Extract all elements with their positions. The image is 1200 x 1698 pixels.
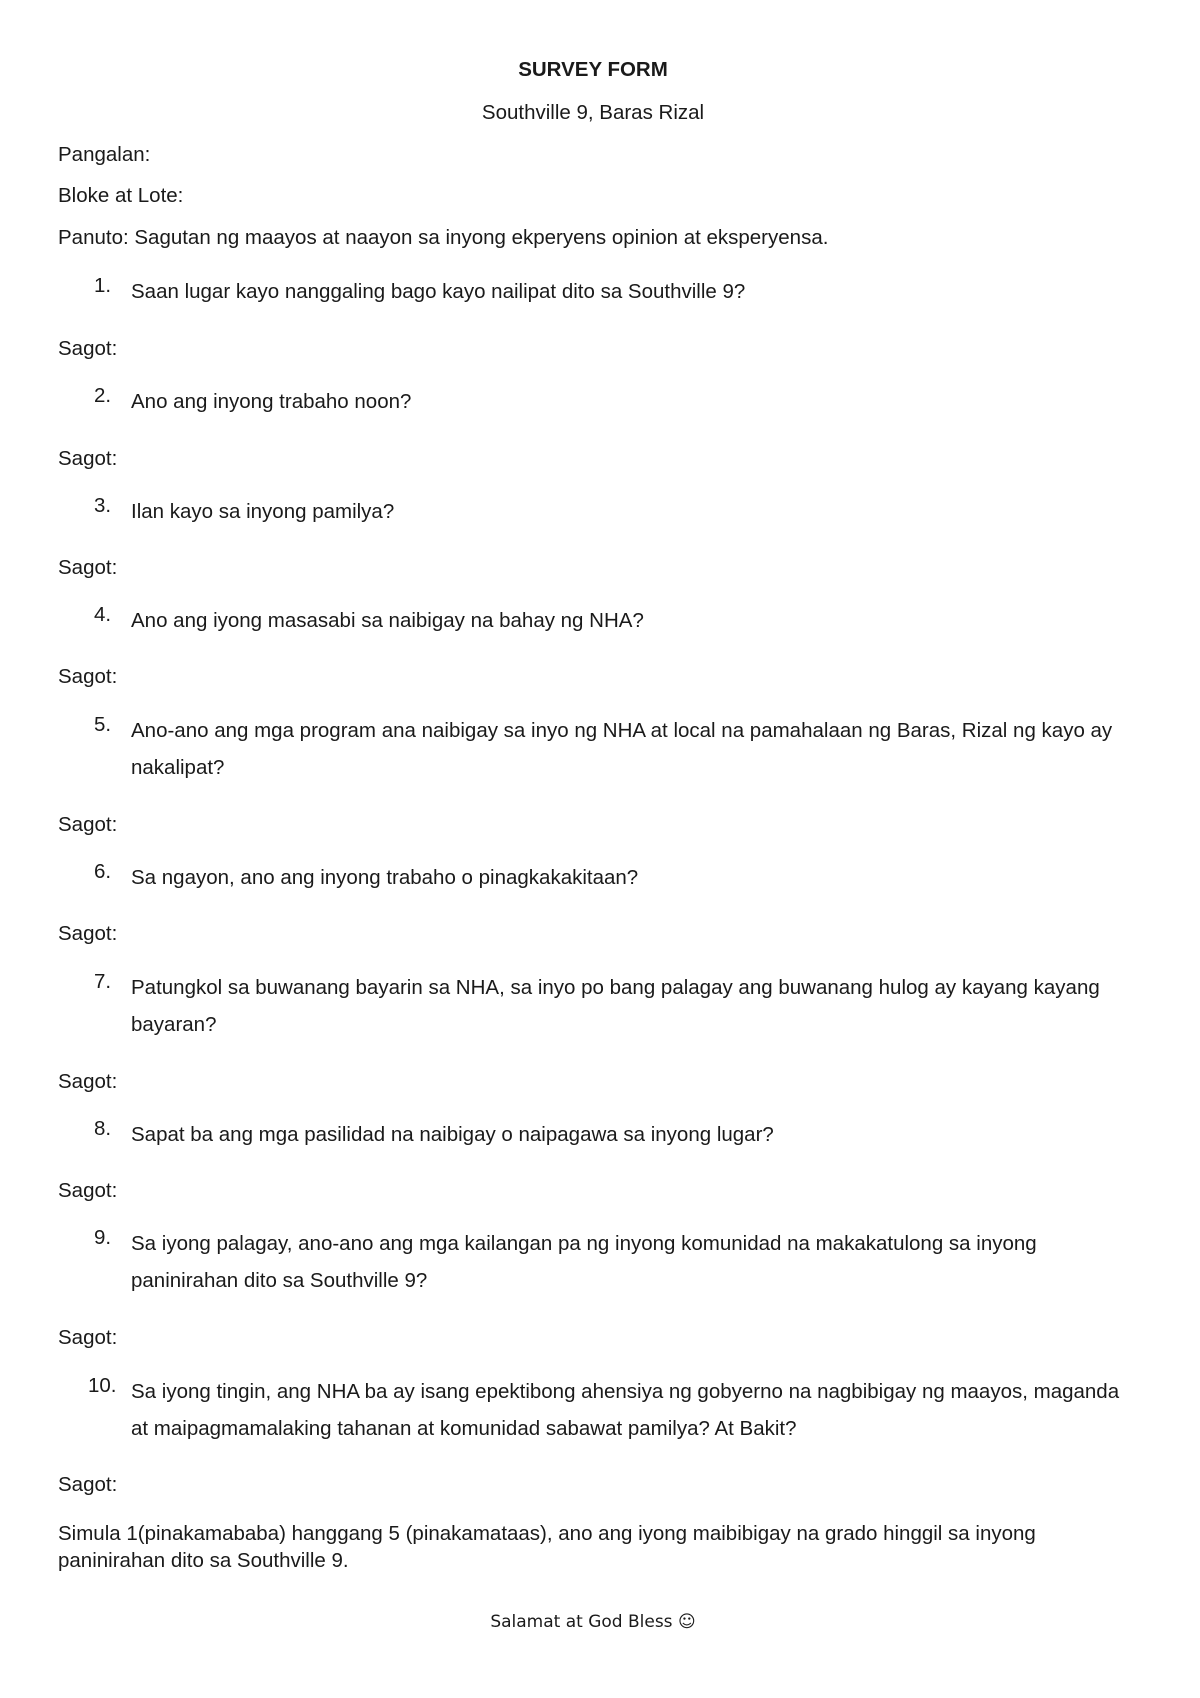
question-text: Sa iyong tingin, ang NHA ba ay isang epektibong ahensiya ng gobyerno na nagbibigay ng maayos, maganda at maipagmamalaking tahanan at komunidad sabawat pamilya? At Bakit? (131, 1380, 1120, 1440)
question-number: 7. (94, 970, 112, 993)
question-number: 4. (94, 603, 112, 626)
question-number: 10. (88, 1374, 117, 1397)
question-text: Ano-ano ang mga program ana naibigay sa inyo ng NHA at local na pamahalaan ng Baras, Rizal ng kayo ay nakalipat? (131, 719, 1113, 779)
question-item (58, 1116, 1128, 1153)
question-text: Ano ang inyong trabaho noon? (131, 390, 412, 413)
survey-title: SURVEY FORM (518, 58, 668, 81)
question-number: 8. (94, 1117, 112, 1140)
answer-label: Sagot: (58, 1179, 118, 1202)
question-text: Ilan kayo sa inyong pamilya? (131, 500, 395, 523)
question-number: 6. (94, 860, 112, 883)
rating-prompt: Simula 1(pinakamababa) hanggang 5 (pinakamataas), ano ang iyong maibibigay na grado hinggil sa inyong paninirahan dito sa Southville 9. (58, 1522, 1036, 1572)
question-number: 9. (94, 1226, 112, 1249)
question-text: Ano ang iyong masasabi sa naibigay na bahay ng NHA? (131, 609, 644, 632)
answer-label: Sagot: (58, 556, 118, 579)
answer-label: Sagot: (58, 813, 118, 836)
question-text: Sapat ba ang mga pasilidad na naibigay o naipagawa sa inyong lugar? (131, 1123, 774, 1146)
answer-label: Sagot: (58, 1473, 118, 1496)
answer-label: Sagot: (58, 665, 118, 688)
question-number: 2. (94, 384, 112, 407)
answer-label: Sagot: (58, 1070, 118, 1093)
question-item (58, 712, 1128, 786)
question-text: Sa iyong palagay, ano-ano ang mga kailangan pa ng inyong komunidad na makakatulong sa inyong paninirahan dito sa Southville 9? (131, 1232, 1037, 1292)
question-item (58, 969, 1128, 1043)
instructions: Panuto: Sagutan ng maayos at naayon sa inyong ekperyens opinion at eksperyensa. (58, 226, 829, 249)
answer-label: Sagot: (58, 337, 118, 360)
question-number: 1. (94, 274, 112, 297)
question-number: 3. (94, 494, 112, 517)
question-item (58, 859, 1128, 896)
question-text: Patungkol sa buwanang bayarin sa NHA, sa inyo po bang palagay ang buwanang hulog ay kayang kayang bayaran? (131, 976, 1100, 1036)
question-item (58, 1373, 1128, 1447)
question-number: 5. (94, 713, 112, 736)
answer-label: Sagot: (58, 1326, 118, 1349)
survey-location: Southville 9, Baras Rizal (481, 101, 705, 124)
question-text: Sa ngayon, ano ang inyong trabaho o pinagkakakitaan? (131, 866, 639, 889)
question-item (58, 493, 1128, 530)
question-text: Saan lugar kayo nanggaling bago kayo nailipat dito sa Southville 9? (131, 280, 746, 303)
block-lot-label: Bloke at Lote: (58, 184, 184, 207)
name-label: Pangalan: (58, 143, 151, 166)
question-item (58, 602, 1128, 639)
question-item (58, 383, 1128, 420)
question-item (58, 1225, 1128, 1299)
question-item (58, 273, 1128, 310)
closing-message: Salamat at God Bless ☺ (490, 1612, 696, 1632)
answer-label: Sagot: (58, 447, 118, 470)
answer-label: Sagot: (58, 922, 118, 945)
